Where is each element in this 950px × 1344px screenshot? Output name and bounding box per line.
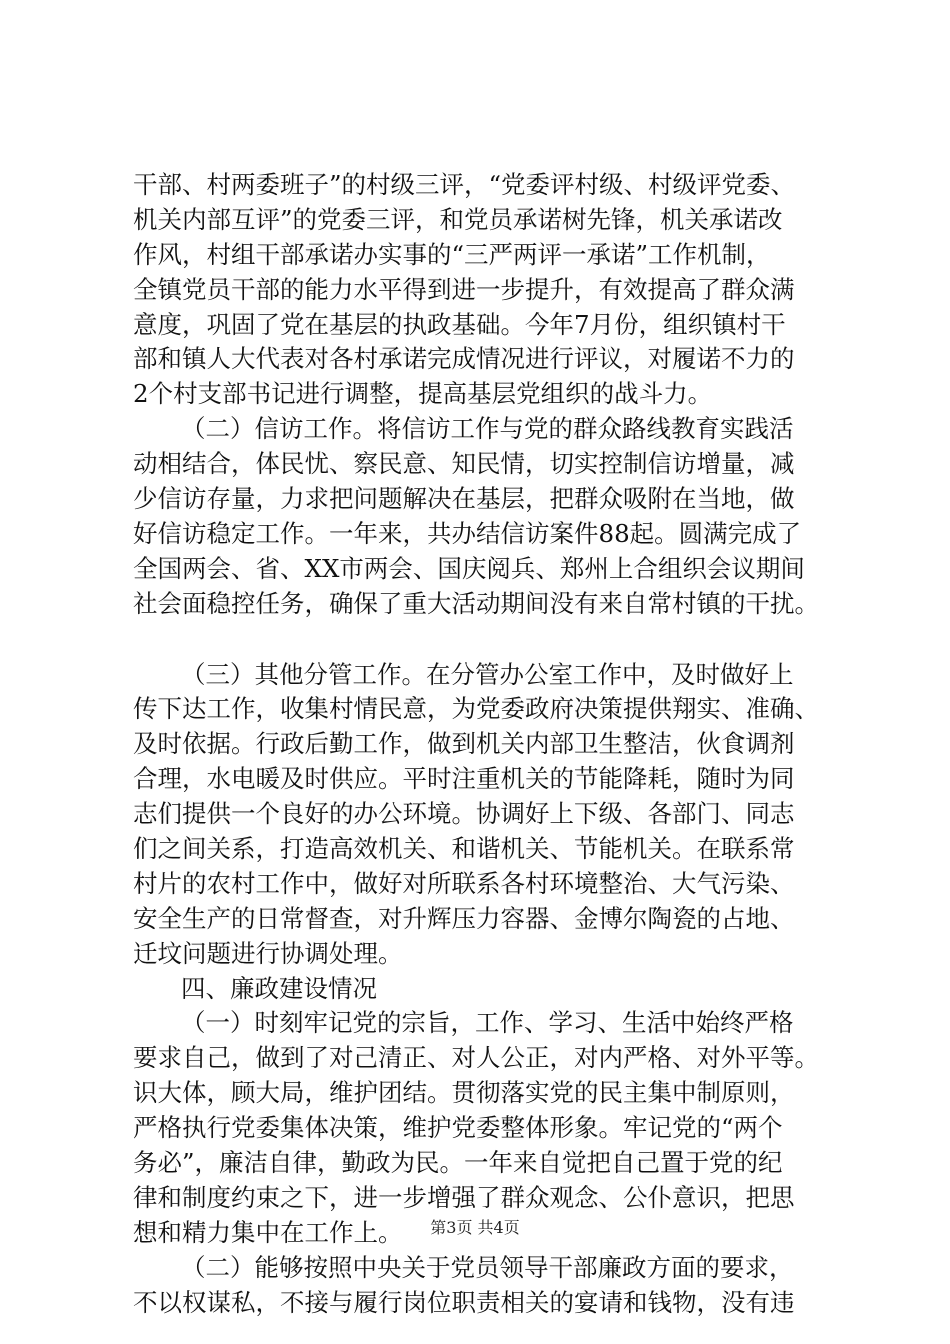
section-heading: 四、廉政建设情况 xyxy=(181,973,377,1003)
text-line: 机关内部互评”的党委三评，和党员承诺树先锋，机关承诺改 xyxy=(133,204,783,234)
text-line: （二）信访工作。将信访工作与党的群众路线教育实践活 xyxy=(181,414,794,444)
paragraph-gap xyxy=(133,622,833,658)
text-line: 意度，巩固了党在基层的执政基础。今年7月份，组织镇村干 xyxy=(133,309,786,339)
text-line: 2个村支部书记进行调整，提高基层党组织的战斗力。 xyxy=(133,379,713,409)
text-line: 好信访稳定工作。一年来，共办结信访案件88起。圆满完成了 xyxy=(133,518,802,548)
text-line: 作风，村组干部承诺办实事的“三严两评一承诺”工作机制， xyxy=(133,239,771,269)
text-line: 要求自己，做到了对己清正、对人公正，对内严格、对外平等。 xyxy=(133,1043,819,1073)
text-line: 干部、村两委班子”的村级三评，“党委评村级、村级评党委、 xyxy=(133,170,796,199)
section-heading-integrity xyxy=(133,972,833,1007)
paragraph-petition-work xyxy=(133,412,833,621)
text-line: （三）其他分管工作。在分管办公室工作中，及时做好上 xyxy=(181,659,794,689)
text-line: 部和镇人大代表对各村承诺完成情况进行评议，对履诺不力的 xyxy=(133,344,795,374)
text-line: 全国两会、省、XX市两会、国庆阅兵、郑州上合组织会议期间 xyxy=(133,553,805,583)
text-line: 不以权谋私，不接与履行岗位职责相关的宴请和钱物，没有违 xyxy=(133,1287,795,1317)
paragraph-integrity-requirements xyxy=(133,1251,833,1321)
document-body xyxy=(133,168,833,1321)
text-line: 社会面稳控任务，确保了重大活动期间没有来自常村镇的干扰。 xyxy=(133,588,819,618)
paragraph-evaluation-mechanism xyxy=(133,168,833,412)
text-line: 想和精力集中在工作上。 xyxy=(133,1217,403,1247)
text-line: 识大体，顾大局，维护团结。贯彻落实党的民主集中制原则， xyxy=(133,1078,795,1108)
text-line: （二）能够按照中央关于党员领导干部廉政方面的要求， xyxy=(181,1252,794,1282)
text-line: 律和制度约束之下，进一步增强了群众观念、公仆意识，把思 xyxy=(133,1182,795,1212)
text-line: 务必”，廉洁自律，勤政为民。一年来自觉把自己置于党的纪 xyxy=(133,1148,783,1178)
page-footer: 第3页 共4页 xyxy=(430,1218,520,1237)
text-line: 及时依据。行政后勤工作，做到机关内部卫生整洁，伙食调剂 xyxy=(133,729,795,759)
text-line: （一）时刻牢记党的宗旨，工作、学习、生活中始终严格 xyxy=(181,1008,794,1038)
text-line: 少信访存量，力求把问题解决在基层，把群众吸附在当地，做 xyxy=(133,484,795,514)
text-line: 村片的农村工作中，做好对所联系各村环境整治、大气污染、 xyxy=(133,868,795,898)
text-line: 志们提供一个良好的办公环境。协调好上下级、各部门、同志 xyxy=(133,799,795,829)
text-line: 安全生产的日常督查，对升辉压力容器、金博尔陶瓷的占地、 xyxy=(133,903,795,933)
paragraph-other-duties xyxy=(133,658,833,972)
text-line: 全镇党员干部的能力水平得到进一步提升，有效提高了群众满 xyxy=(133,274,795,304)
text-line: 动相结合，体民忧、察民意、知民情，切实控制信访增量，减 xyxy=(133,449,795,479)
text-line: 合理，水电暖及时供应。平时注重机关的节能降耗，随时为同 xyxy=(133,764,795,794)
text-line: 们之间关系，打造高效机关、和谐机关、节能机关。在联系常 xyxy=(133,834,795,864)
text-line: 迁坟问题进行协调处理。 xyxy=(133,938,403,968)
text-line: 严格执行党委集体决策，维护党委整体形象。牢记党的“两个 xyxy=(133,1113,783,1143)
text-line: 传下达工作，收集村情民意，为党委政府决策提供翔实、准确、 xyxy=(133,694,819,724)
